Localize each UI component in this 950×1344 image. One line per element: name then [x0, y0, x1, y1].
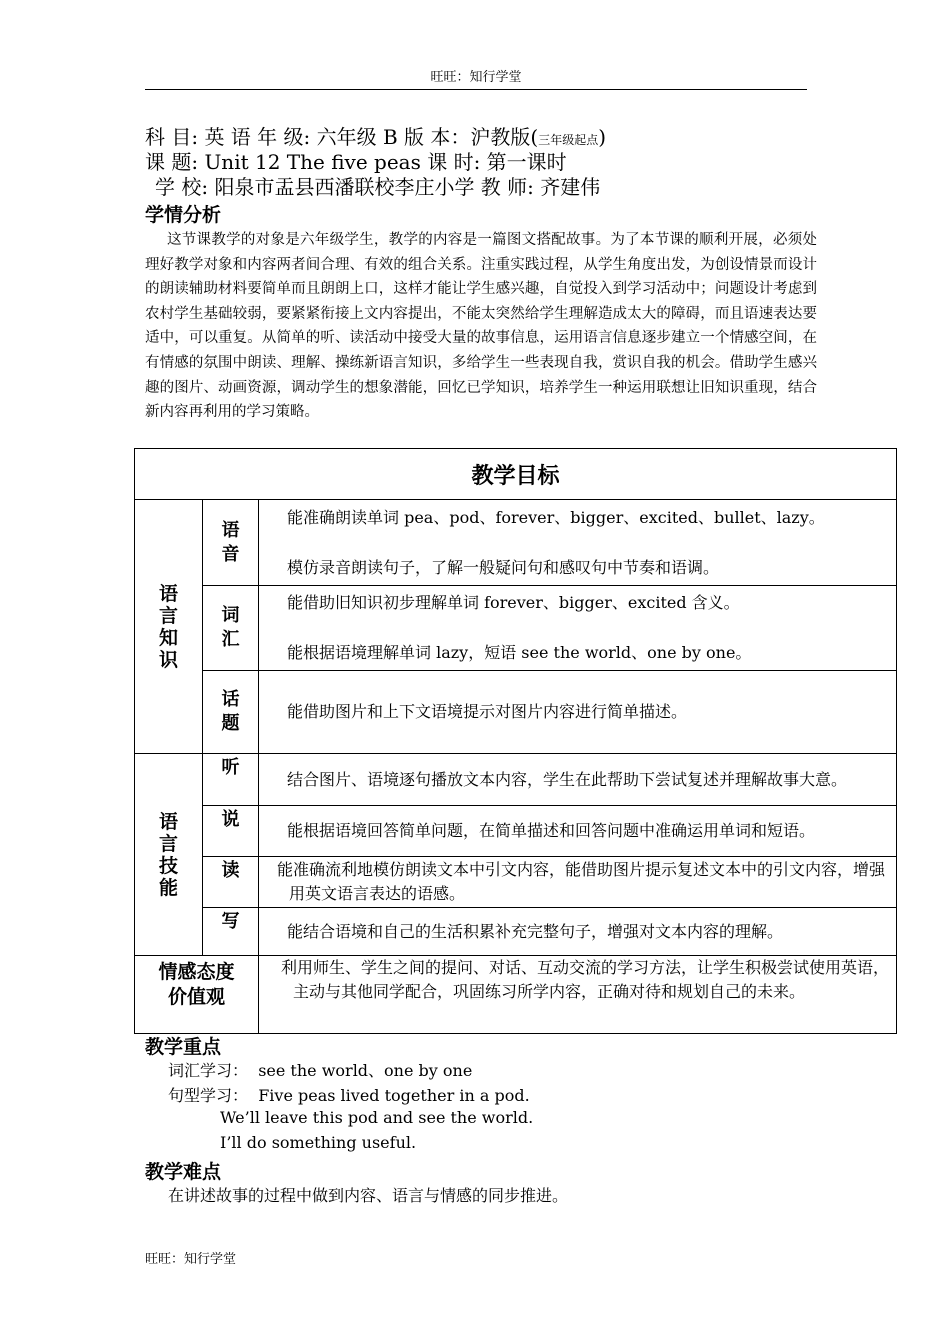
page-header: 旺旺：知行学堂: [145, 66, 807, 90]
difficulties-text: 在讲述故事的过程中做到内容、语言与情感的同步推进。: [168, 1186, 569, 1205]
writing-label: 写: [203, 908, 259, 956]
analysis-paragraph: 这节课教学的对象是六年级学生，教学的内容是一篇图文搭配故事。为了本节课的顺利开展，必须处理好教学对象和内容两者间合理、有效的组合关系。注重实践过程，从学生角度出发，为创设情景而设计的朗读辅助材料要简单而且朗朗上口，这样才能让学生感兴趣，自觉投入到学习活动中；问题设计考虑到农村学生基础较弱，要紧紧衔接上文内容提出，不能太突然给学生理解造成太大的障碍，而且语速表达要适中，可以重复。从简单的听、读活动中接受大量的故事信息，运用语言信息逐步建立一个情感空间，在有情感的氛围中朗读、理解、操练新语言知识，多给学生一些表现自我，赏识自我的机会。借助学生感兴趣的图片、动画资源，调动学生的想象潜能，回忆已学知识，培养学生一种运用联想让旧知识重现，结合新内容再利用的学习策略。: [145, 232, 817, 421]
vocabulary-label: 词 汇: [203, 586, 259, 671]
pronunciation-label: 语 音: [203, 500, 259, 586]
speaking-label: 说: [203, 806, 259, 857]
reading-label: 读: [203, 857, 259, 908]
difficulties-heading: 教学难点: [145, 1161, 222, 1183]
topic-label: 话 题: [203, 671, 259, 754]
listening-content: 结合图片、语境逐句播放文本内容，学生在此帮助下尝试复述并理解故事大意。: [259, 754, 897, 806]
info-line-subject: 科 目: 英 语 年 级: 六年级 B 版 本：沪教版(三年级起点): [145, 125, 607, 149]
goals-title: 教学目标: [135, 449, 897, 500]
analysis-heading: 学情分析: [145, 204, 222, 226]
key-vocab-line: 词汇学习： see the world、one by one: [168, 1061, 473, 1080]
writing-content: 能结合语境和自己的生活积累补充完整句子，增强对文本内容的理解。: [259, 908, 897, 956]
key-points-heading: 教学重点: [145, 1036, 222, 1058]
emotion-content: 利用师生、学生之间的提问、对话、互动交流的学习方法，让学生积极尝试使用英语，主动与其他同学配合，巩固练习所学内容，正确对待和规划自己的未来。: [259, 956, 897, 1034]
emotion-label: 情感态度 价值观: [135, 956, 259, 1034]
key-pattern-line-2: We’ll leave this pod and see the world.: [220, 1108, 534, 1127]
info-line-school: 学 校: 阳泉市盂县西潘联校李庄小学 教 师: 齐建伟: [155, 175, 601, 199]
language-skills-label: 语 言 技 能: [135, 754, 203, 956]
language-knowledge-label: 语 言 知 识: [135, 500, 203, 754]
info-line-lesson: 课 题: Unit 12 The five peas 课 时: 第一课时: [145, 150, 567, 174]
goals-table: [134, 448, 897, 1034]
key-pattern-line-3: I’ll do something useful.: [220, 1133, 417, 1152]
edition-note: 三年级起点: [538, 133, 599, 147]
reading-content: 能准确流利地模仿朗读文本中引文内容，能借助图片提示复述文本中的引文内容，增强用英文语言表达的语感。: [259, 857, 897, 908]
pronunciation-content: 能准确朗读单词 pea、pod、forever、bigger、excited、bullet、lazy。 模仿录音朗读句子，了解一般疑问句和感叹句中节奏和语调。: [259, 500, 897, 586]
speaking-content: 能根据语境回答简单问题，在简单描述和回答问题中准确运用单词和短语。: [259, 806, 897, 857]
vocabulary-content: 能借助旧知识初步理解单词 forever、bigger、excited 含义。 能根据语境理解单词 lazy，短语 see the world、one by one。: [259, 586, 897, 671]
key-pattern-line: 句型学习： Five peas lived together in a pod.: [168, 1086, 530, 1105]
topic-content: 能借助图片和上下文语境提示对图片内容进行简单描述。: [259, 671, 897, 754]
listening-label: 听: [203, 754, 259, 806]
page-footer: 旺旺：知行学堂: [145, 1252, 237, 1267]
